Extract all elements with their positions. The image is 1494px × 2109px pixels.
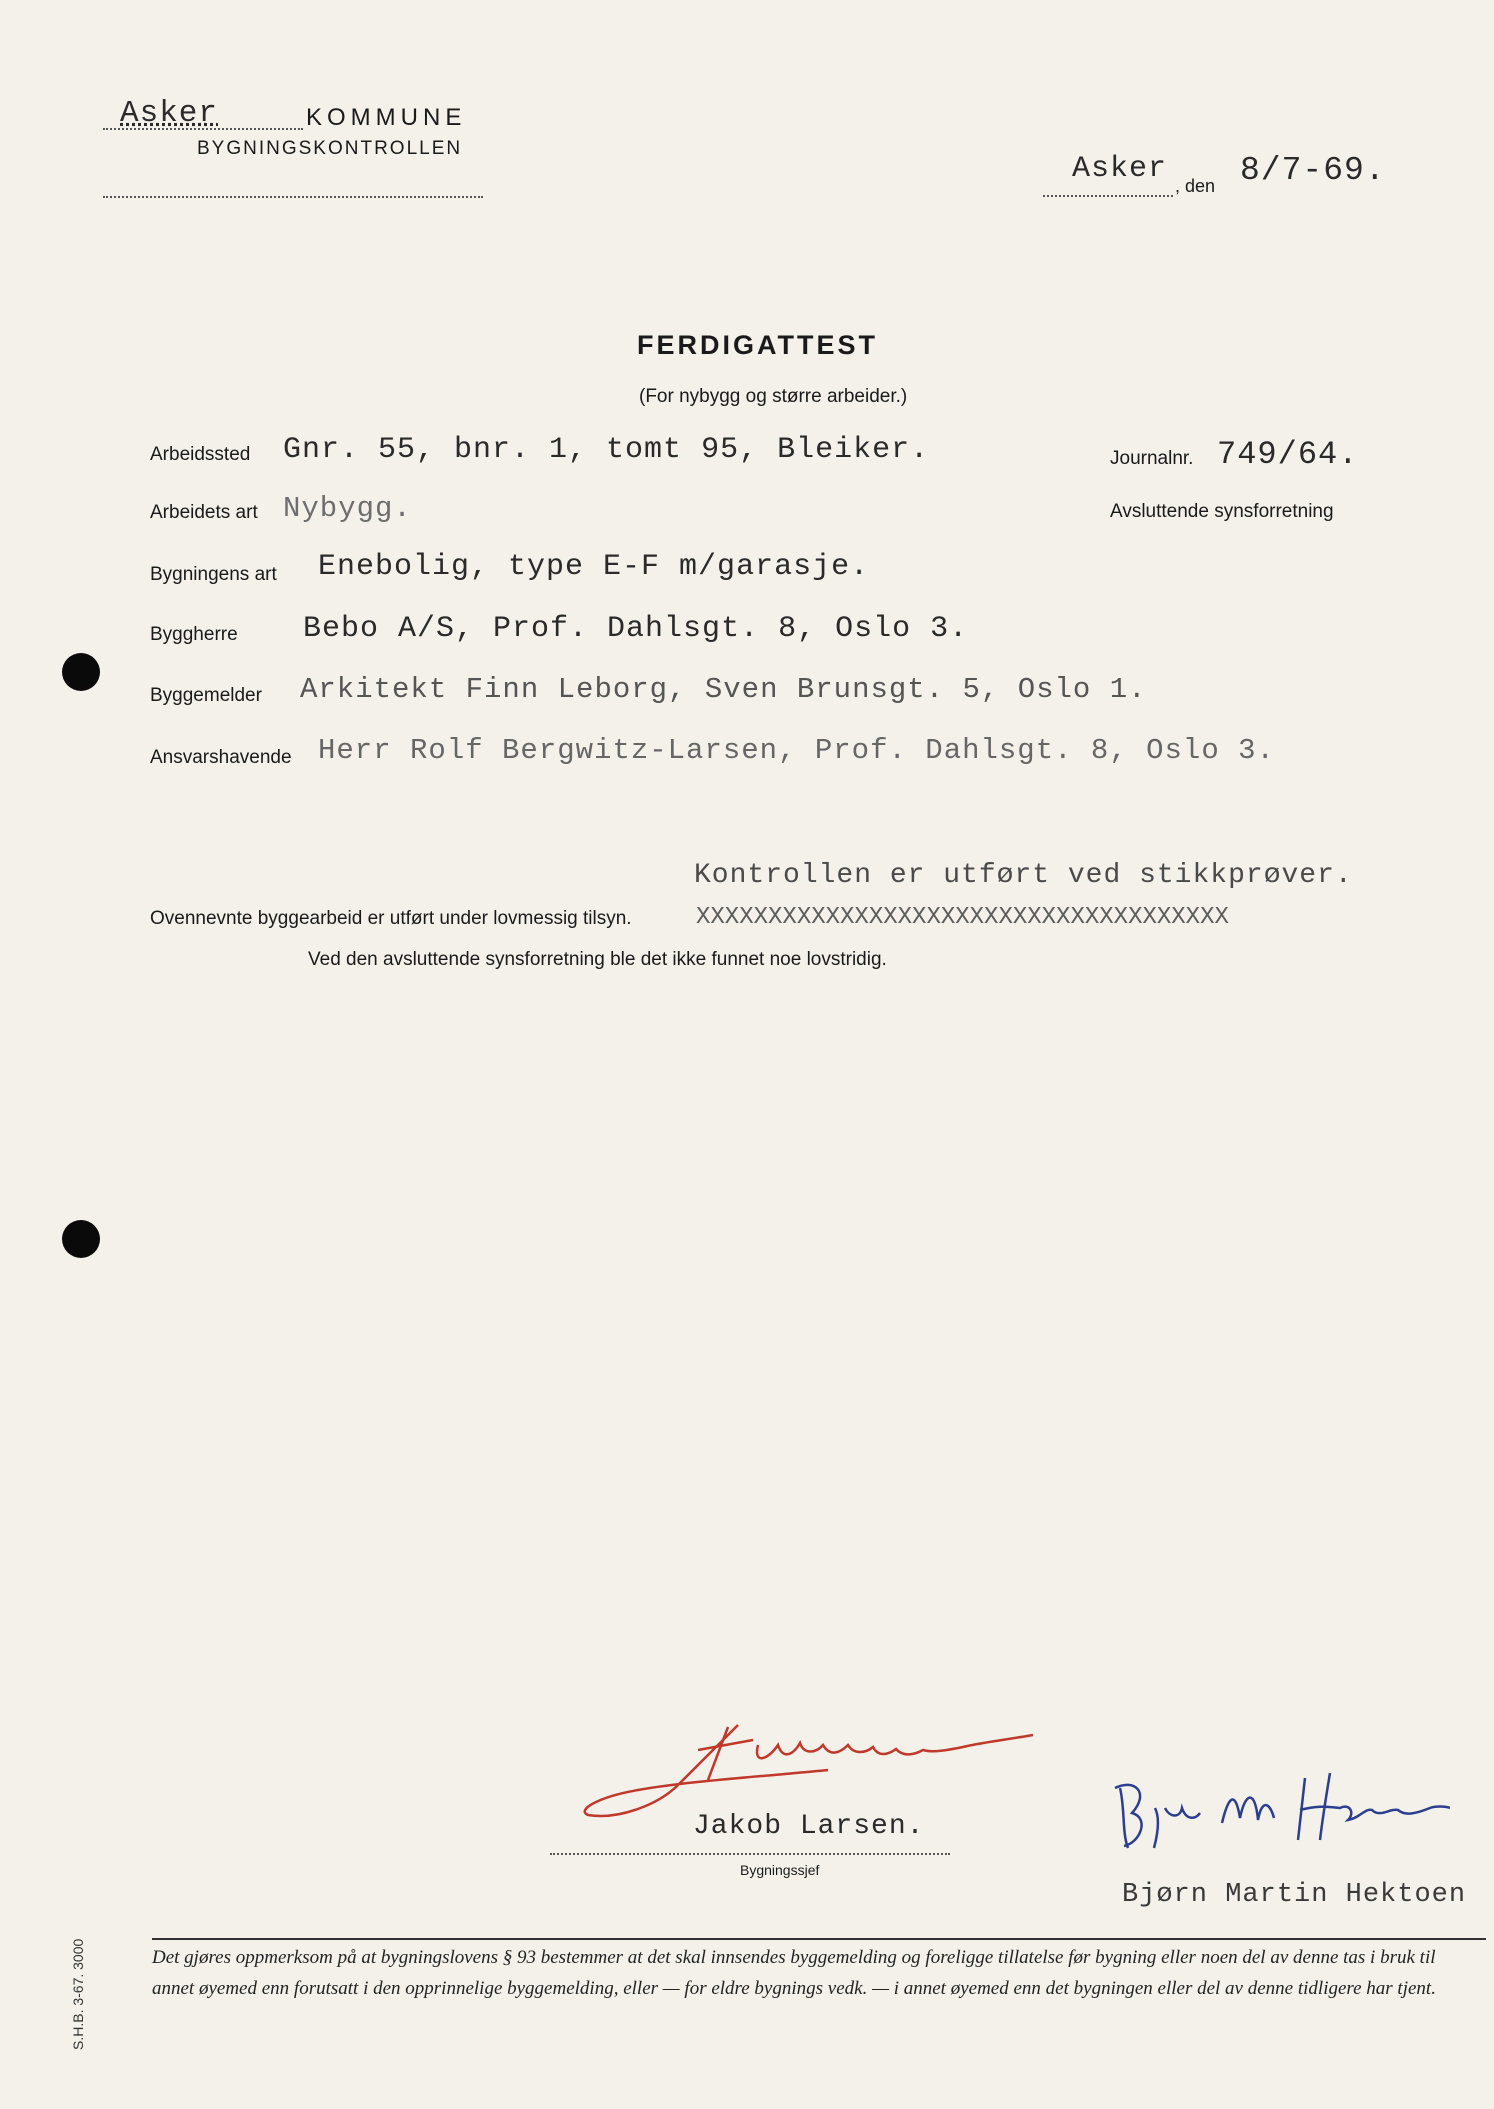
journal-label: Journalnr. (1110, 448, 1194, 469)
form-code: S.H.B. 3-67. 3000 (70, 1938, 86, 2050)
punch-hole-bottom (62, 1220, 100, 1258)
letterhead-rule (103, 196, 483, 198)
second-signatory-name: Bjørn Martin Hektoen (1122, 1880, 1467, 1910)
place-dotline (1043, 195, 1173, 197)
bygningens-art-label: Bygningens art (150, 564, 277, 585)
avsluttende-label: Avsluttende synsforretning (1110, 501, 1334, 522)
byggherre-label: Byggherre (150, 624, 238, 645)
department-name: BYGNINGSKONTROLLEN (197, 138, 463, 159)
chief-title: Bygningssjef (740, 1862, 820, 1878)
document-title: FERDIGATTEST (637, 330, 878, 360)
byggherre-value: Bebo A/S, Prof. Dahlsgt. 8, Oslo 3. (303, 612, 969, 646)
chief-name: Jakob Larsen. (693, 1811, 925, 1842)
journal-value: 749/64. (1217, 436, 1359, 473)
footer-notice: Det gjøres oppmerksom på at bygningslovens § 93 bestemmer at det skal innsendes byggemelding og foreligge tillatelse før bygning eller noen del av denne tas i bruk til annet øyemed enn forutsatt i den opprinnelige byggemelding, eller — for eldre bygnings vedk. — i annet øyemed enn det bygningen eller del av denne tidligere har tjent. (152, 1947, 1436, 1999)
arbeidssted-label: Arbeidssted (150, 444, 251, 465)
blue-signature (1110, 1748, 1450, 1858)
ansvarshavende-label: Ansvarshavende (150, 747, 292, 768)
arbeidssted-value: Gnr. 55, bnr. 1, tomt 95, Bleiker. (283, 433, 930, 467)
statement-line-2: Ved den avsluttende synsforretning ble det ikke funnet noe lovstridig. (308, 949, 887, 970)
municipality-name: Asker (120, 96, 219, 131)
footer-rule (152, 1938, 1486, 1940)
chief-signature-line (550, 1853, 950, 1855)
ansvarshavende-value: Herr Rolf Bergwitz-Larsen, Prof. Dahlsgt. 8, Oslo 3. (318, 734, 1275, 767)
punch-hole-top (62, 653, 100, 691)
date: 8/7-69. (1240, 152, 1386, 189)
typed-note: Kontrollen er utført ved stikkprøver. (694, 860, 1353, 891)
den-label: , den (1175, 176, 1216, 196)
place: Asker (1072, 152, 1168, 186)
arbeidets-art-label: Arbeidets art (150, 502, 258, 523)
arbeidets-art-value: Nybygg. (283, 492, 412, 525)
document-subtitle: (For nybygg og større arbeider.) (639, 386, 908, 407)
byggemelder-label: Byggemelder (150, 685, 262, 706)
byggemelder-value: Arkitekt Finn Leborg, Sven Brunsgt. 5, Oslo 1. (300, 673, 1147, 706)
bygningens-art-value: Enebolig, type E-F m/garasje. (318, 550, 870, 584)
municipality-suffix: KOMMUNE (306, 104, 467, 131)
struck-out-text: XXXXXXXXXXXXXXXXXXXXXXXXXXXXXXXXXXXXX (696, 904, 1229, 931)
statement-line-1: Ovennevnte byggearbeid er utført under lovmessig tilsyn. (150, 908, 632, 929)
municipality-dotline (103, 128, 303, 130)
